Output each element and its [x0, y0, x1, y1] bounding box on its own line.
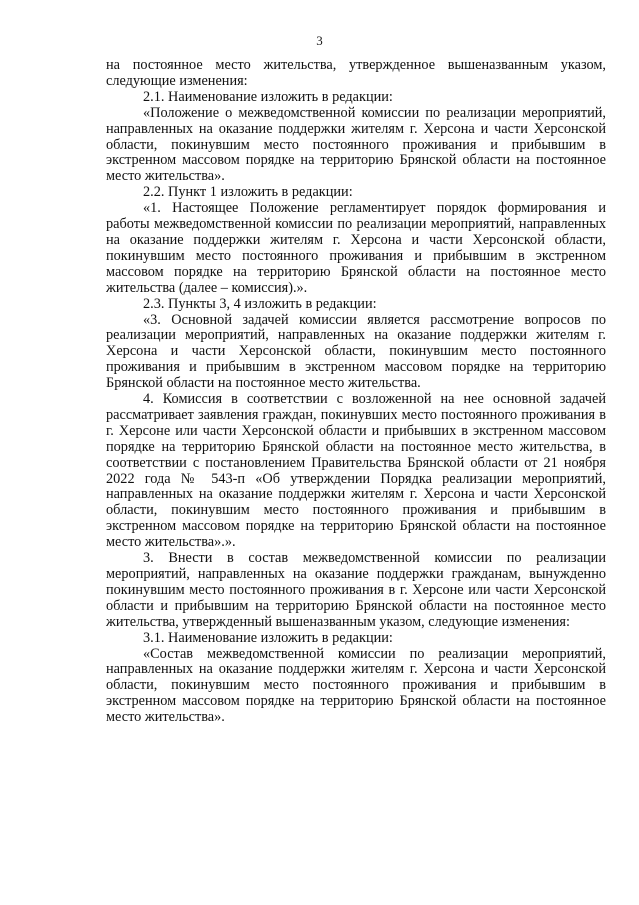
paragraph: «3. Основной задачей комиссии является рассмотрение вопросов по реализации мероприятий, направленных на оказание поддержки жителям г. Херсона и части Херсонской области, покинувшим место постоянного проживания и прибывшим в экстренном массовом порядке на территорию Брянской области на постоянное место жительства.: [106, 311, 606, 392]
document-body: [106, 58, 606, 726]
paragraph: 2.2. Пункт 1 изложить в редакции:: [143, 184, 353, 201]
paragraph: 2.3. Пункты 3, 4 изложить в редакции:: [143, 295, 377, 312]
paragraph: 2.1. Наименование изложить в редакции:: [143, 88, 393, 105]
paragraph: «Положение о межведомственной комиссии по реализации мероприятий, направленных на оказание поддержки жителям г. Херсона и части Херсонской области, покинувшим место постоянного проживания и прибывшим в экстренном массовом порядке на территорию Брянской области на постоянное место жительства».: [106, 104, 606, 185]
page-number: 3: [316, 33, 323, 48]
paragraph: «1. Настоящее Положение регламентирует порядок формирования и работы межведомственной комиссии по реализации мероприятий, направленных на оказание поддержки жителям г. Херсона и части Херсонской области, покинувшим место постоянного проживания и прибывшим в экстренном массовом порядке на территорию Брянской области на постоянное место жительства (далее – комиссия).».: [106, 200, 606, 296]
paragraph: «Состав межведомственной комиссии по реализации мероприятий, направленных на оказание поддержки жителям г. Херсона и части Херсонской области, покинувшим место постоянного проживания и прибывшим в экстренном массовом порядке на территорию Брянской области на постоянное место жительства».: [106, 645, 606, 726]
paragraph: 4. Комиссия в соответствии с возложенной на нее основной задачей рассматривает заявления граждан, покинувших место постоянного проживания в г. Херсоне или части Херсонской области и прибывших в экстренном массовом порядке на территорию Брянской области на постоянное место жительства, в соответствии с постановлением Правительства Брянской области от 21 ноября 2022 года № 543-п «Об утверждении Порядка реализации мероприятий, направленных на оказание поддержки жителям г. Херсона и части Херсонской области, покинувшим место постоянного проживания и прибывшим в экстренном массовом порядке на территорию Брянской области на постоянное место жительства».».: [106, 391, 606, 551]
paragraph: на постоянное место жительства, утвержденное вышеназванным указом, следующие изменения:: [106, 57, 606, 89]
paragraph: 3.1. Наименование изложить в редакции:: [143, 629, 393, 646]
paragraph: 3. Внести в состав межведомственной комиссии по реализации мероприятий, направленных на оказание поддержки гражданам, вынужденно покинувшим место постоянного проживания в г. Херсоне или части Херсонской области и прибывшим на территорию Брянской области на постоянное место жительства, утвержденный вышеназванным указом, следующие изменения:: [106, 550, 606, 630]
